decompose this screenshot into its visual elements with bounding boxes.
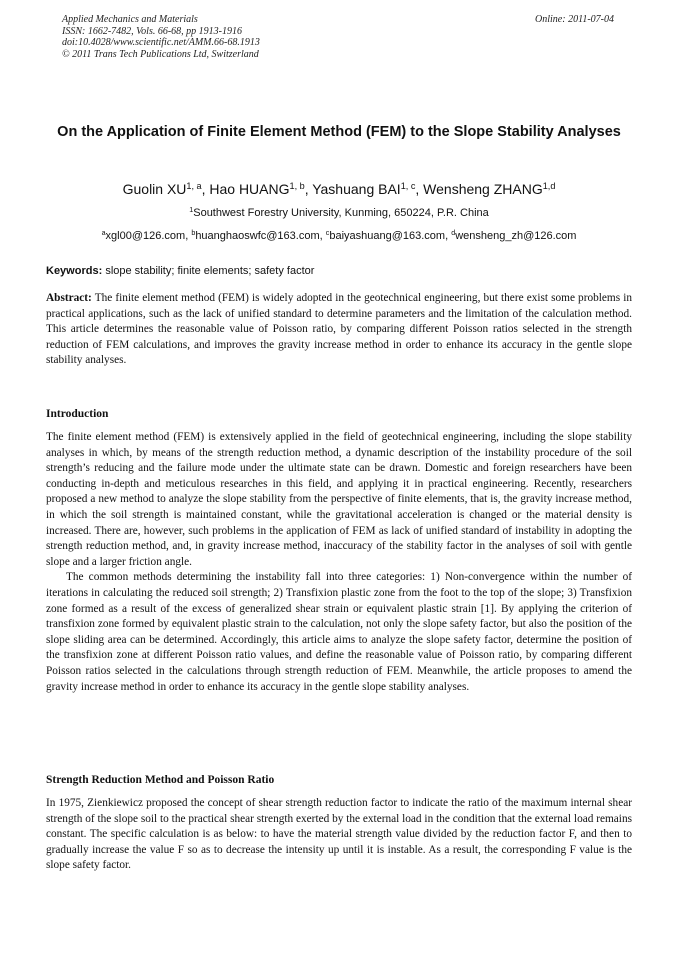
keywords-label: Keywords:	[46, 265, 103, 277]
introduction-paragraph: The finite element method (FEM) is extensively applied in the field of geotechnical engineering, including the slope stability analyses in which, by means of the strength reduction method, a dynamic description of the instability procedure of the soil strength’s reducing and the failure mode under the ultimate state can be drawn. Domestic and foreign researchers have been conducting in-depth and meticulous researches in this field, and applying it in practical engineering. Recently, researchers proposed a new method to analyze the slope stability from the perspective of finite elements, that is, the gravity increase method, in which the soil strength is maintained constant, while the gravitational acceleration is changed or the material density is increased. There are, however, such problems in the application of FEM as lack of unified standard of instability in adopting the strength reduction method, and, in gravity increase method, inaccuracy of the stability factor in the analyses of soil with gentle slope and a larger friction angle.	[46, 431, 632, 568]
abstract-text: The finite element method (FEM) is widely adopted in the geotechnical engineering, but there exist some problems in practical applications, such as the lack of unified standard to determine parameters and the limitation of the calculation method. This article determines the reasonable value of Poisson ratio, by comparing different Poisson ratios selected in the strength reduction of FEM calculations, and improves the gravity increase method in order to enhance its accuracy in the gentle slope stability analyses.	[46, 292, 632, 367]
journal-header	[62, 14, 260, 60]
author-list: Guolin XU$^{1, a}$, Hao HUANG$^{1, b}$, Yashuang BAI$^{1, c}$, Wensheng ZHANG$^{1,d}$	[122, 181, 556, 197]
journal-issn: ISSN: 1662-7482, Vols. 66-68, pp 1913-1916	[62, 25, 242, 37]
strength-reduction-heading: Strength Reduction Method and Poisson Ratio	[46, 774, 275, 786]
journal-copyright: © 2011 Trans Tech Publications Ltd, Switzerland	[62, 48, 259, 60]
keywords-text: slope stability; finite elements; safety factor	[105, 265, 315, 277]
strength-reduction-paragraph: In 1975, Zienkiewicz proposed the concept of shear strength reduction factor to indicate the ratio of the maximum internal shear strength of the slope soil to the practical shear strength exerted by the external load in the condition that the external load remains constant. The specific calculation is as below: to have the material strength value divided by the reduction factor F, and then to gradually increase the value F so as to decrease the intensity up until it is instable. As a result, the corresponding F value is the slope safety factor.	[46, 797, 632, 872]
author-name: Wensheng ZHANG	[423, 181, 543, 197]
email-sup: d	[451, 229, 456, 238]
paper-title: On the Application of Finite Element Method (FEM) to the Slope Stability Analyses	[57, 124, 621, 140]
abstract	[46, 291, 632, 369]
author-sup: 1,d	[542, 181, 556, 191]
email-sup: c	[325, 229, 330, 238]
keywords	[46, 264, 632, 278]
journal-name: Applied Mechanics and Materials	[62, 14, 198, 25]
author-name: Yashuang BAI	[312, 181, 401, 197]
email-link[interactable]: xgl00@126.com	[105, 230, 186, 242]
journal-doi: doi:10.4028/www.scientific.net/AMM.66-68.1913	[62, 37, 260, 48]
author-sup: 1, a	[186, 181, 202, 191]
introduction-paragraph: The common methods determining the instability fall into three categories: 1) Non-convergence within the number of iterations in calculating the reduced soil strength; 2) Transfixion plastic zone from the foot to the top of the slope; 3) Transfixion zone formed as a result of the excess of generalized shear strain or equivalent plastic strain [1]. By applying the criterion of transfixion zone formed by equivalent plastic strain to the calculation, not only the slope safety factor, but also the position of the slope sliding area can be determined. Accordingly, this article aims to analyze the slope safety factor, determine the position of the transfixion zone at different Poisson ratio values, and define the reasonable value of Poisson ratio, by comparing different Poisson ratios selected in the calculations through strength reduction of FEM. Meanwhile, the article proposes to amend the gravity increase method in order to enhance its accuracy in the gentle slope stability analyses.	[46, 571, 632, 693]
abstract-label: Abstract:	[46, 292, 92, 304]
author-name: Guolin XU	[122, 181, 187, 197]
email-link[interactable]: baiyashuang@163.com	[329, 230, 446, 242]
introduction-section	[46, 430, 632, 695]
author-sup: 1, b	[289, 181, 305, 191]
author-name: Hao HUANG	[209, 181, 290, 197]
email-link[interactable]: huanghaoswfc@163.com	[195, 230, 320, 242]
email-sup: b	[191, 229, 196, 238]
affiliation-text: Southwest Forestry University, Kunming, 650224, P.R. China	[193, 207, 489, 219]
affiliation-sup: 1	[189, 206, 194, 215]
author-sup: 1, c	[400, 181, 416, 191]
email-list: $^a$xgl00@126.com, $^b$huanghaoswfc@163.com, $^c$baiyashuang@163.com, $^d$wensheng_zh@126.com	[101, 229, 577, 242]
online-date: Online: 2011-07-04	[535, 14, 614, 25]
email-sup: a	[101, 229, 106, 238]
email-link[interactable]: wensheng_zh@126.com	[455, 230, 577, 242]
affiliation	[30, 206, 648, 220]
introduction-heading: Introduction	[46, 408, 109, 420]
